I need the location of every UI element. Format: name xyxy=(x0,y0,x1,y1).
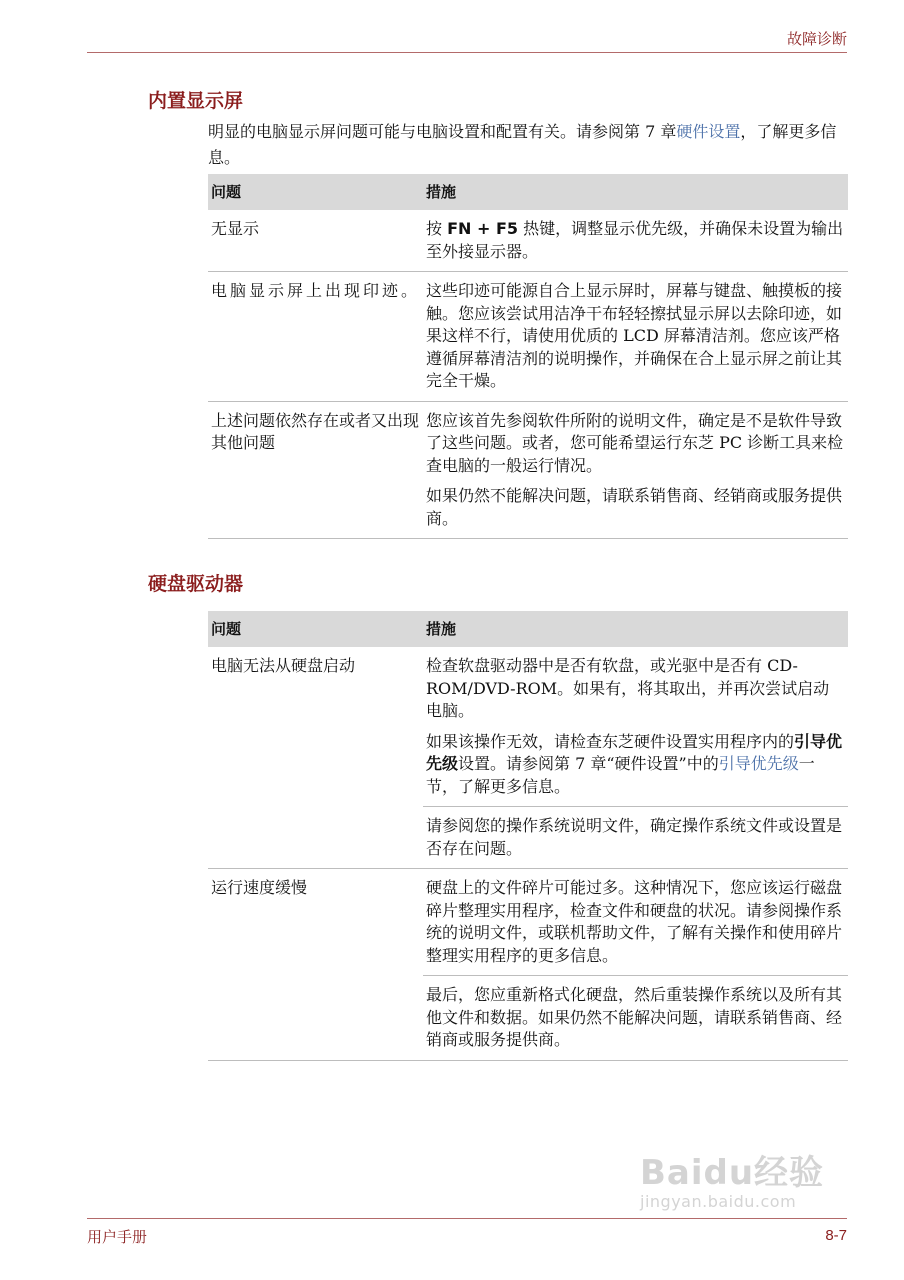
action-cell: 最后，您应重新格式化硬盘，然后重装操作系统以及所有其他文件和数据。如果仍然不能解决问题，请联系销售商、经销商或服务提供商。 xyxy=(423,976,848,1061)
footer-manual-name: 用户手册 xyxy=(87,1228,148,1246)
action-cell: 检查软盘驱动器中是否有软盘，或光驱中是否有 CD-ROM/DVD-ROM。如果有，将其取出，并再次尝试启动电脑。 xyxy=(426,656,830,720)
boot-priority-link[interactable]: 引导优先级 xyxy=(718,754,799,773)
table-row xyxy=(208,401,848,481)
action-cell xyxy=(423,210,848,272)
action-text: 一节，了解更多信息。 xyxy=(426,754,815,796)
table-row xyxy=(208,272,848,402)
problem-cell: 电脑无法从硬盘启动 xyxy=(208,647,423,869)
action-text: 热键，调整显示优先级，并确保未设置为输出至外接显示器。 xyxy=(426,219,844,261)
table-row xyxy=(208,869,848,976)
action-cell: 如果仍然不能解决问题，请联系销售商、经销商或服务提供商。 xyxy=(423,481,848,539)
action-cell: 这些印迹可能源自合上显示屏时，屏幕与键盘、触摸板的接触。您应该尝试用洁净干布轻轻擦拭显示屏以去除印迹，如果这样不行，请使用优质的 LCD 屏幕清洁剂。您应该严格遵循屏幕清洁剂的说明操作，并确保在合上显示屏之前让其完全干燥。 xyxy=(423,272,848,402)
column-header-action: 措施 xyxy=(423,611,848,647)
table-header-row xyxy=(208,174,848,210)
problem-cell: 上述问题依然存在或者又出现其他问题 xyxy=(208,401,423,539)
baidu-watermark xyxy=(640,1145,850,1211)
hdd-problems-table xyxy=(208,611,848,1061)
page-number: 8-7 xyxy=(825,1227,847,1244)
action-cell: 硬盘上的文件碎片可能过多。这种情况下，您应该运行磁盘碎片整理实用程序，检查文件和硬盘的状况。请参阅操作系统的说明文件，或联机帮助文件，了解有关操作和使用碎片整理实用程序的更多信息。 xyxy=(423,869,848,976)
action-cell xyxy=(423,727,848,807)
display-intro-paragraph xyxy=(208,119,850,171)
action-text: 如果该操作无效，请检查东芝硬件设置实用程序内的 xyxy=(426,731,795,751)
intro-text-prefix: 明显的电脑显示屏问题可能与电脑设置和配置有关。请参阅第 7 章 xyxy=(208,122,677,141)
intro-text-suffix: ，了解更多信息。 xyxy=(208,122,837,167)
problem-cell: 运行速度缓慢 xyxy=(208,869,423,1061)
section-title-display: 内置显示屏 xyxy=(148,90,244,112)
problem-cell: 电脑显示屏上出现印迹。 xyxy=(208,272,423,402)
header-chapter-title: 故障诊断 xyxy=(786,30,847,48)
action-cell: 请参阅您的操作系统说明文件，确定操作系统文件或设置是否存在问题。 xyxy=(423,807,848,869)
table-row xyxy=(208,647,848,727)
action-text: 设置。请参阅第 7 章“硬件设置”中的 xyxy=(458,754,719,773)
column-header-problem: 问题 xyxy=(208,611,423,647)
section-title-hdd: 硬盘驱动器 xyxy=(148,573,244,595)
problem-cell: 无显示 xyxy=(208,210,423,272)
table-header-row xyxy=(208,611,848,647)
column-header-action: 措施 xyxy=(423,174,848,210)
watermark-brand: Baidu经验 xyxy=(640,1153,825,1193)
boot-priority-bold: 引导优先级 xyxy=(426,731,843,773)
header-rule xyxy=(87,52,847,53)
action-text: 按 xyxy=(426,219,448,238)
action-cell: 您应该首先参阅软件所附的说明文件，确定是不是软件导致了这些问题。或者，您可能希望运行东芝 PC 诊断工具来检查电脑的一般运行情况。 xyxy=(426,410,844,475)
footer-rule xyxy=(87,1218,847,1219)
display-problems-table xyxy=(208,174,848,539)
column-header-problem: 问题 xyxy=(208,174,423,210)
hardware-setup-link[interactable]: 硬件设置 xyxy=(676,122,741,141)
table-row xyxy=(208,210,848,272)
watermark-url: jingyan.baidu.com xyxy=(640,1192,797,1211)
hotkey-text: FN + F5 xyxy=(447,219,519,238)
